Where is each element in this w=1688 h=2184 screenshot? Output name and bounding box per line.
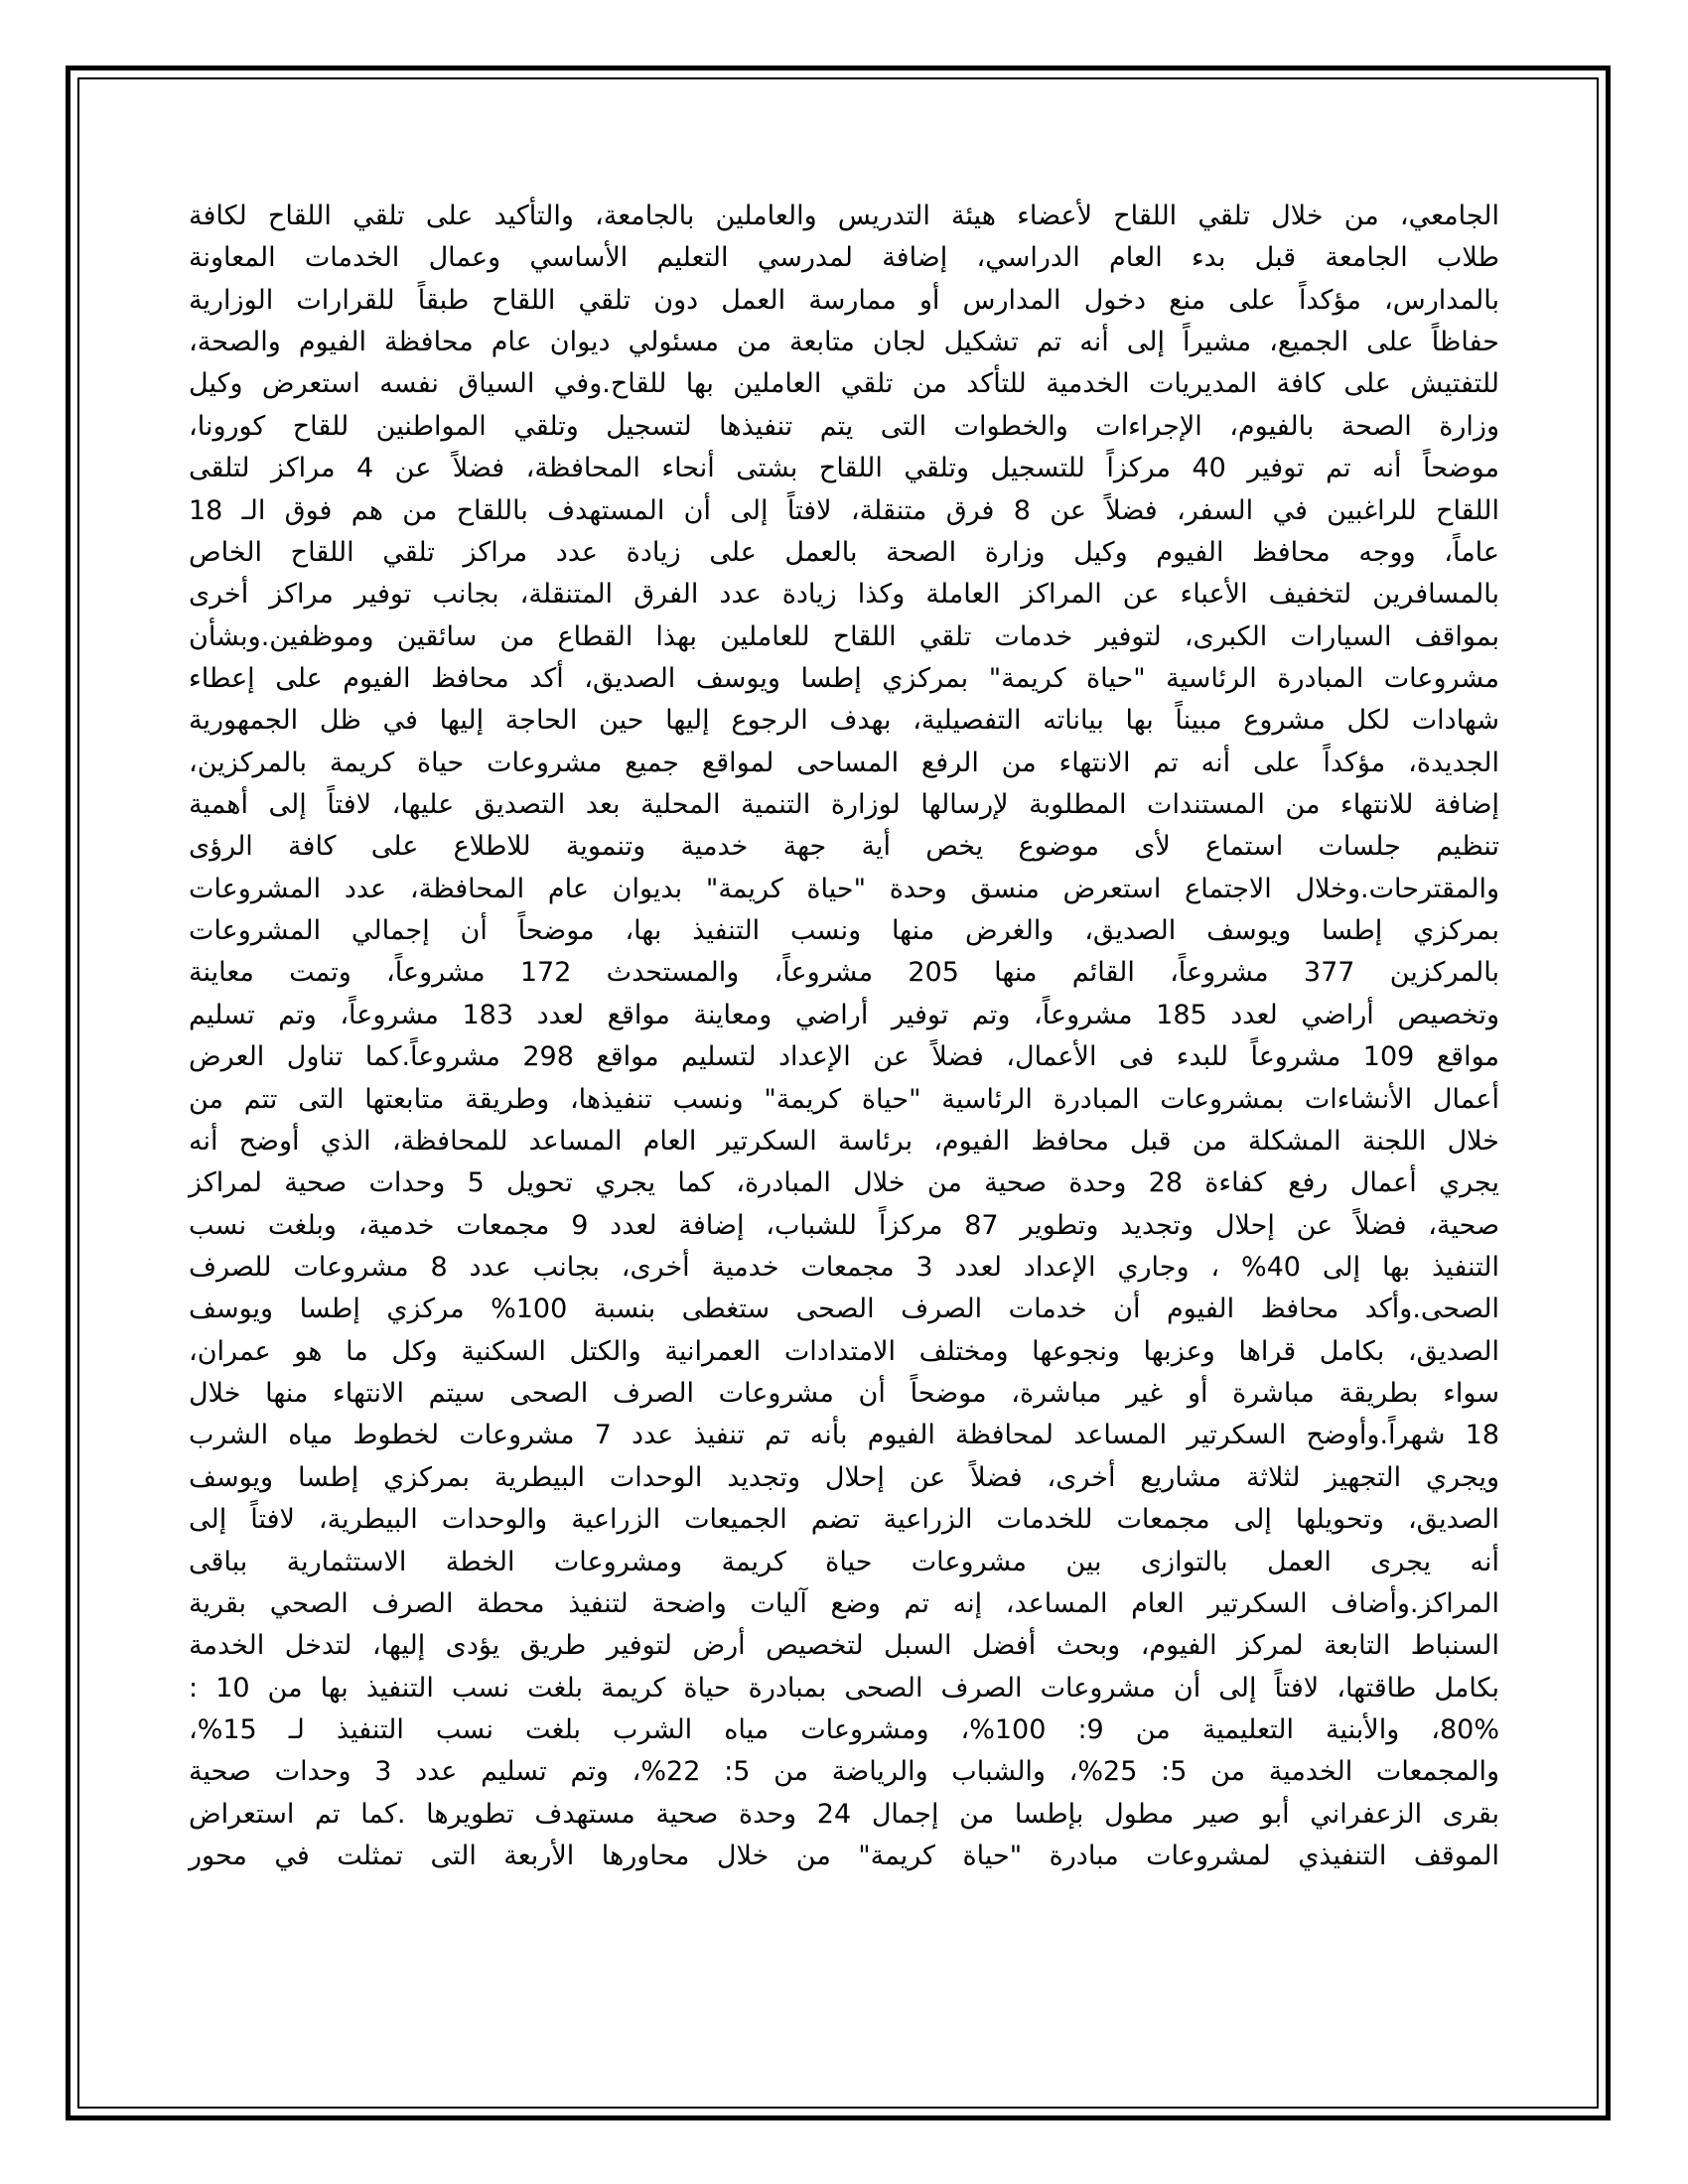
- text-line: للتفتيش على كافة المديريات الخدمية للتأكد من تلقي العاملين بها للقاح.وفي السياق نفسه استعرض وكيل: [189, 368, 1499, 400]
- text-line: بقرى الزعفراني أبو صير مطول بإطسا من إجمال 24 وحدة صحية مستهدف تطويرها .كما تم استعراض: [189, 1798, 1499, 1830]
- text-line: موضحاً أنه تم توفير 40 مركزاً للتسجيل وتلقي اللقاح بشتى أنحاء المحافظة، فضلاً عن 4 مراكز لتلقى: [189, 453, 1499, 484]
- text-line: أعمال الأنشاءات بمشروعات المبادرة الرئاسية "حياة كريمة" ونسب تنفيذها، وطريقة متابعتها التى تتم من: [189, 1083, 1499, 1115]
- text-line: وتخصيص أراضي لعدد 185 مشروعاً، وتم توفير أراضي ومعاينة مواقع لعدد 183 مشروعاً، وتم تسليم: [189, 999, 1499, 1030]
- text-line: يجري أعمال رفع كفاءة 28 وحدة صحية من خلال المبادرة، كما يجري تحويل 5 وحدات صحية لمراكز: [189, 1167, 1499, 1199]
- text-line: ويجري التجهيز لثلاثة مشاريع أخرى، فضلاً عن إحلال وتجديد الوحدات البيطرية بمركزي إطسا ويوسف: [189, 1461, 1499, 1493]
- text-line: السنباط التابعة لمركز الفيوم، وبحث أفضل السبل لتخصيص أرض لتوفير طريق يؤدى إليها، لتدخل الخدمة: [189, 1630, 1499, 1662]
- text-line: خلال اللجنة المشكلة من قبل محافظ الفيوم، برئاسة السكرتير العام المساعد للمحافظة، الذي أوضح أنه: [189, 1125, 1499, 1157]
- text-line: الصديق، بكامل قراها وعزبها ونجوعها ومختلف الامتدادات العمرانية والكتل السكنية وكل ما هو عمران،: [189, 1335, 1499, 1367]
- text-line: بالمدارس، مؤكداً على منع دخول المدارس أو ممارسة العمل دون تلقي اللقاح طبقاً للقرارات الوزارية: [189, 284, 1499, 316]
- text-line: والمقترحات.وخلال الاجتماع استعرض منسق وحدة "حياة كريمة" بديوان عام المحافظة، عدد المشروعات: [189, 873, 1499, 904]
- text-line: الصديق، وتحويلها إلى مجمعات للخدمات الزراعية تضم الجميعات الزراعية والوحدات البيطرية، لافتاً إلى: [189, 1504, 1499, 1536]
- text-line: اللقاح للراغبين في السفر، فضلاً عن 8 فرق متنقلة، لافتاً إلى أن المستهدف باللقاح من هم فوق الـ 18: [189, 494, 1499, 526]
- text-line: الصحى.وأكد محافظ الفيوم أن خدمات الصرف الصحى ستغطى بنسبة 100% مركزي إطسا ويوسف: [189, 1294, 1499, 1325]
- text-line: مواقع 109 مشروعاً للبدء فى الأعمال، فضلاً عن الإعداد لتسليم مواقع 298 مشروعاً.كما تناول العرض: [189, 1041, 1499, 1073]
- text-line: الجامعي، من خلال تلقي اللقاح لأعضاء هيئة التدريس والعاملين بالجامعة، والتأكيد على تلقي اللقاح لكافة: [189, 201, 1499, 231]
- text-line: وزارة الصحة بالفيوم، الإجراءات والخطوات التى يتم تنفيذها لتسجيل وتلقي المواطنين للقاح كورونا،: [189, 410, 1499, 442]
- text-line: بمركزي إطسا ويوسف الصديق، والغرض منها ونسب التنفيذ بها، موضحاً أن إجمالي المشروعات: [189, 915, 1499, 947]
- text-line: والمجمعات الخدمية من 5: 25%، والشباب والرياضة من 5: 22%، وتم تسليم عدد 3 وحدات صحية: [189, 1756, 1499, 1788]
- text-line: إضافة للانتهاء من المستندات المطلوبة لإرسالها لوزارة التنمية المحلية بعد التصديق عليها، لافتاً إلى أهمية: [189, 789, 1499, 821]
- text-line: صحية، فضلاً عن إحلال وتجديد وتطوير 87 مركزاً للشباب، إضافة لعدد 9 مجمعات خدمية، وبلغت نسب: [189, 1209, 1499, 1241]
- text-line: بالمركزين 377 مشروعاً، القائم منها 205 مشروعاً، والمستحدث 172 مشروعاً، وتمت معاينة: [189, 957, 1499, 989]
- text-line: عاماً، ووجه محافظ الفيوم وكيل وزارة الصحة بالعمل على زيادة عدد مراكز تلقي اللقاح الخاص: [189, 536, 1499, 568]
- text-line: بالمسافرين لتخفيف الأعباء عن المراكز العاملة وكذا زيادة عدد الفرق المتنقلة، بجانب توفير مراكز أخرى: [189, 579, 1499, 611]
- text-line: التنفيذ بها إلى 40% ، وجاري الإعداد لعدد 3 مجمعات خدمية أخرى، بجانب عدد 8 مشروعات للصرف: [189, 1251, 1499, 1283]
- text-line: 18 شهراً.وأوضح السكرتير المساعد لمحافظة الفيوم بأنه تم تنفيذ عدد 7 مشروعات لخطوط مياه الشرب: [189, 1420, 1500, 1451]
- text-line: حفاظاً على الجميع، مشيراً إلى أنه تم تشكيل لجان متابعة من مسئولي ديوان عام محافظة الفيوم والصحة،: [189, 327, 1499, 358]
- body-text: [189, 196, 1499, 1877]
- text-line: تنظيم جلسات استماع لأى موضوع يخص أية جهة خدمية وتنموية للاطلاع على كافة الرؤى: [189, 831, 1499, 863]
- text-line: 80%، والأبنية التعليمية من 9: 100%، ومشروعات مياه الشرب بلغت نسب التنفيذ لـ 15%،: [189, 1713, 1499, 1745]
- text-line: شهادات لكل مشروع مبيناً بها بياناته التفصيلية، بهدف الرجوع إليها حين الحاجة إليها في ظل الجمهورية: [189, 705, 1499, 737]
- text-line: الجديدة، مؤكداً على أنه تم الانتهاء من الرفع المساحى لمواقع جميع مشروعات حياة كريمة بالمركزين،: [189, 747, 1499, 778]
- text-line: مشروعات المبادرة الرئاسية "حياة كريمة" بمركزي إطسا ويوسف الصديق، أكد محافظ الفيوم على إعطاء: [189, 662, 1499, 694]
- text-line: طلاب الجامعة قبل بدء العام الدراسي، إضافة لمدرسي التعليم الأساسي وعمال الخدمات المعاونة: [189, 242, 1499, 274]
- text-line: الموقف التنفيذي لمشروعات مبادرة "حياة كريمة" من خلال محاورها الأربعة التى تمثلت في محور: [189, 1841, 1499, 1872]
- text-line: بمواقف السيارات الكبرى، لتوفير خدمات تلقي اللقاح للعاملين بهذا القطاع من سائقين وموظفين.وبشأن: [189, 620, 1499, 652]
- text-line: أنه يجرى العمل بالتوازى بين مشروعات حياة كريمة ومشروعات الخطة الاستثمارية بباقى: [189, 1546, 1499, 1577]
- text-line: المراكز.وأضاف السكرتير العام المساعد، إنه تم وضع آليات واضحة لتنفيذ محطة الصرف الصحي بقرية: [189, 1587, 1499, 1619]
- text-line: سواء بطريقة مباشرة أو غير مباشرة، موضحاً أن مشروعات الصرف الصحى سيتم الانتهاء منها خلال: [189, 1378, 1499, 1410]
- text-line: بكامل طاقتها، لافتاً إلى أن مشروعات الصرف الصحى بمبادرة حياة كريمة بلغت نسب التنفيذ بها من 10 :: [189, 1672, 1499, 1704]
